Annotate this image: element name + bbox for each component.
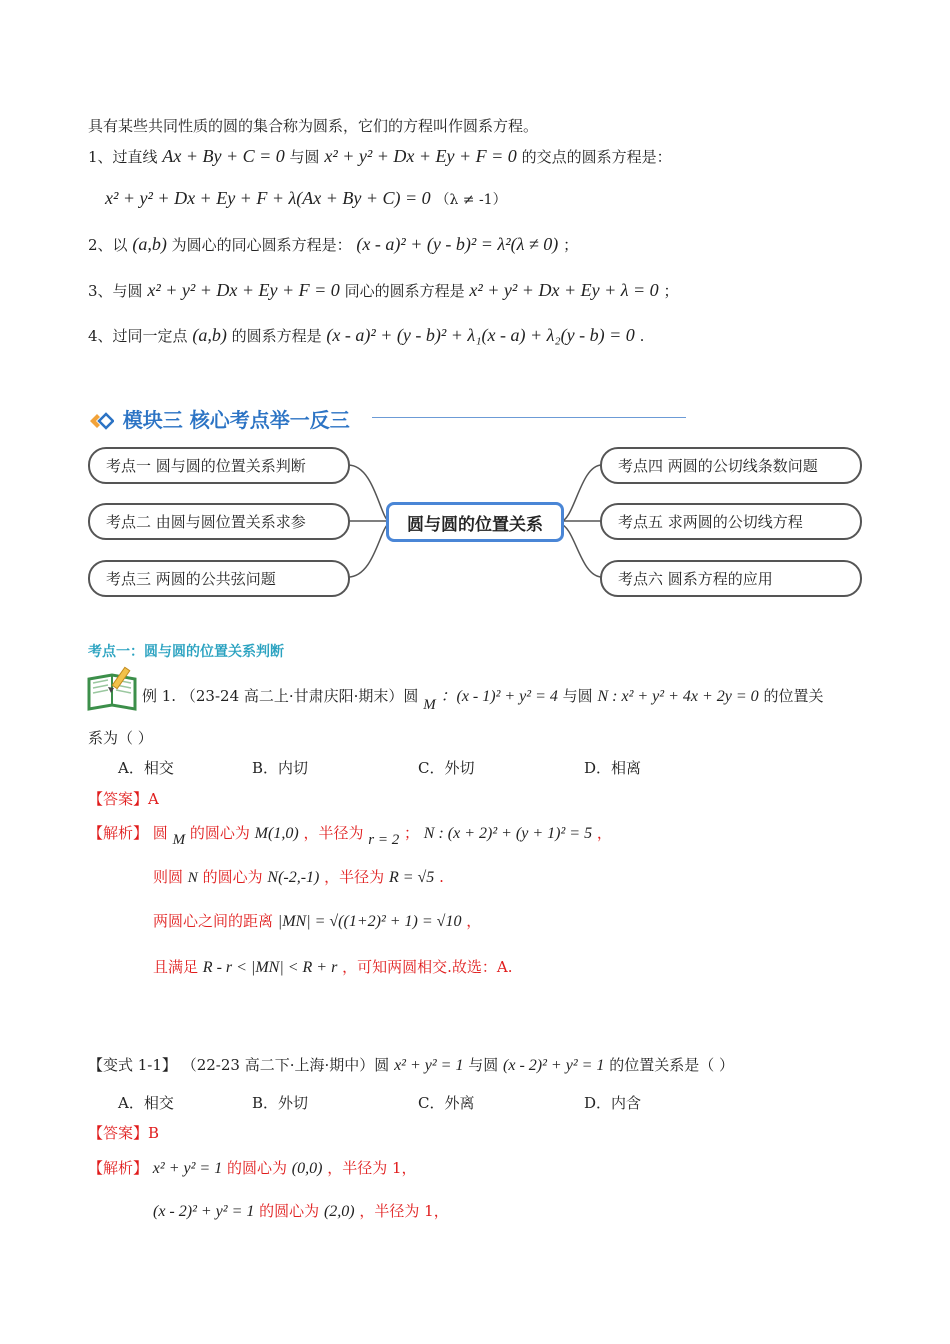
analysis2-m3: R = √5 (388, 869, 435, 886)
item2-tail: ； (563, 236, 579, 254)
example1-analysis-tag: 【解析】 (88, 824, 149, 842)
variant-a2-t2: ，半径为 1， (359, 1202, 449, 1220)
variant-a1-center: (0,0) (291, 1160, 323, 1177)
item3-lead: 3、与圆 (88, 282, 143, 300)
variant-tail: 的位置关系是（ ） (609, 1056, 734, 1074)
item3-eq: x² + y² + Dx + Ey + λ = 0 (469, 280, 659, 300)
mindmap-node-1: 考点一 圆与圆的位置关系判断 (88, 447, 350, 484)
example1-option-b: B．内切 (252, 759, 309, 777)
analysis4-t1: 且满足 (153, 958, 199, 976)
example1-analysis-3 (153, 910, 481, 931)
example1-option-d: D．相离 (584, 759, 642, 777)
item3 (88, 280, 678, 301)
analysis1-t5: ， (596, 824, 612, 842)
variant-analysis-2 (153, 1200, 449, 1221)
analysis3-t1: 两圆心之间的距离 (153, 912, 274, 930)
analysis1-t4: ； (403, 824, 419, 842)
variant-eq2: (x - 2)² + y² = 1 (503, 1057, 605, 1074)
analysis2-m1: N (187, 870, 198, 886)
example1-line1 (142, 683, 824, 713)
variant-tag: 【变式 1-1】 (88, 1056, 177, 1074)
variant-mid: 与圆 (468, 1056, 499, 1074)
mindmap-node-4: 考点四 两圆的公切线条数问题 (600, 447, 862, 484)
example1-option-c: C．外切 (418, 759, 475, 777)
example1-option-a: A．相交 (118, 759, 174, 777)
module-banner (88, 404, 350, 434)
module-title: 模块三 核心考点举一反三 (122, 408, 350, 432)
example1-answer-value: A (148, 790, 159, 808)
item3-circle-eq: x² + y² + Dx + Ey + F = 0 (147, 280, 340, 300)
analysis2-t1: 则圆 (153, 868, 184, 886)
variant-a1-t2: ，半径为 1， (327, 1159, 417, 1177)
variant-option-a: A．相交 (118, 1094, 174, 1112)
mindmap-center: 圆与圆的位置关系 (386, 502, 564, 542)
item3-mid: 同心的圆系方程是 (344, 282, 465, 300)
variant-a2-t1: 的圆心为 (259, 1202, 320, 1220)
item2-eq: (x - a)² + (y - b)² = λ²(λ ≠ 0) (356, 234, 559, 254)
analysis3-t2: ， (466, 912, 482, 930)
item1 (88, 146, 672, 167)
variant-a1-eq: x² + y² = 1 (152, 1160, 223, 1177)
analysis4-t2: ，可知两圆相交.故选：A. (342, 958, 513, 976)
analysis1-m2: M(1,0) (254, 825, 299, 842)
example1-m-eq: ：(x - 1)² + y² = 4 (440, 688, 558, 705)
mindmap-node-3: 考点三 两圆的公共弦问题 (88, 560, 350, 597)
item4-eq: (x - a)² + (y - b)² + λ₁(x - a) + λ₂(y - b) = 0 (326, 325, 635, 345)
example1-source: （23-24 高二上·甘肃庆阳·期末）圆 (180, 687, 419, 705)
variant-option-b: B．外切 (252, 1094, 309, 1112)
item1-circle-eq: x² + y² + Dx + Ey + F = 0 (324, 146, 517, 166)
item4-lead: 4、过同一定点 (88, 327, 188, 345)
item4-mid: 的圆系方程是 (231, 327, 322, 345)
item4-point: (a,b) (192, 325, 227, 345)
analysis1-t1: 圆 (152, 824, 168, 842)
mindmap-node-6: 考点六 圆系方程的应用 (600, 560, 862, 597)
mindmap-node-5: 考点五 求两圆的公切线方程 (600, 503, 862, 540)
variant-a1-t1: 的圆心为 (226, 1159, 287, 1177)
example1-mid: 与圆 (562, 687, 593, 705)
analysis2-t4: . (439, 868, 444, 886)
analysis2-t3: ，半径为 (324, 868, 385, 886)
mindmap-node-2: 考点二 由圆与圆位置关系求参 (88, 503, 350, 540)
variant-source: （22-23 高二下·上海·期中）圆 (181, 1056, 390, 1074)
item2-mid: 为圆心的同心圆系方程是： (171, 236, 352, 254)
analysis3-m1: |MN| = √((1+2)² + 1) = √10 (277, 913, 462, 930)
item1-mid: 与圆 (289, 148, 320, 166)
analysis1-m1: M (172, 832, 186, 848)
book-icon (86, 665, 138, 717)
variant-a2-center: (2,0) (323, 1203, 355, 1220)
example1-tail: 的位置关 (763, 687, 824, 705)
variant-line1 (88, 1054, 734, 1075)
variant-answer-value: B (148, 1124, 160, 1142)
example1-answer (88, 788, 159, 809)
item1-line-eq: Ax + By + C = 0 (162, 146, 285, 166)
example1-n-eq: N : x² + y² + 4x + 2y = 0 (597, 688, 759, 705)
item1-condition: （λ ≠ -1） (435, 192, 507, 208)
diamond-icon (88, 412, 114, 434)
analysis1-m4: N : (x + 2)² + (y + 1)² = 5 (423, 825, 593, 842)
variant-eq1: x² + y² = 1 (394, 1057, 464, 1074)
analysis1-m3: r = 2 (368, 832, 400, 848)
analysis2-t2: 的圆心为 (202, 868, 263, 886)
variant-answer (88, 1122, 159, 1143)
item4-tail: . (639, 327, 645, 345)
item1-system-eq: x² + y² + Dx + Ey + F + λ(Ax + By + C) = 0 (105, 188, 431, 208)
example1-label: 例 1. (142, 687, 177, 705)
analysis1-t2: 的圆心为 (189, 824, 250, 842)
item1-tail: 的交点的圆系方程是： (521, 148, 672, 166)
variant-option-c: C．外离 (418, 1094, 475, 1112)
item3-tail: ； (663, 282, 679, 300)
variant-option-d: D．内含 (584, 1094, 642, 1112)
analysis1-t3: ，半径为 (303, 824, 364, 842)
variant-analysis-1 (88, 1157, 417, 1178)
example1-analysis-4 (153, 956, 512, 977)
variant-answer-tag: 【答案】 (88, 1124, 149, 1142)
item2-lead: 2、以 (88, 236, 128, 254)
banner-divider (372, 417, 686, 418)
item2 (88, 234, 578, 255)
item1-system (105, 188, 507, 209)
variant-analysis-tag: 【解析】 (88, 1159, 149, 1177)
example1-answer-tag: 【答案】 (88, 790, 149, 808)
variant-a2-eq: (x - 2)² + y² = 1 (153, 1203, 255, 1220)
analysis2-m2: N(-2,-1) (267, 869, 320, 886)
example1-m: M (423, 697, 436, 713)
analysis4-m1: R - r < |MN| < R + r (202, 959, 338, 976)
item2-center: (a,b) (132, 234, 167, 254)
item4 (88, 325, 644, 346)
item1-lead: 1、过直线 (88, 148, 158, 166)
example1-line2: 系为（ ） (88, 729, 153, 747)
section1-heading: 考点一：圆与圆的位置关系判断 (88, 644, 284, 660)
example1-analysis-2 (153, 866, 444, 887)
intro-text: 具有某些共同性质的圆的集合称为圆系，它们的方程叫作圆系方程。 (88, 117, 539, 135)
example1-analysis-1 (88, 822, 612, 848)
